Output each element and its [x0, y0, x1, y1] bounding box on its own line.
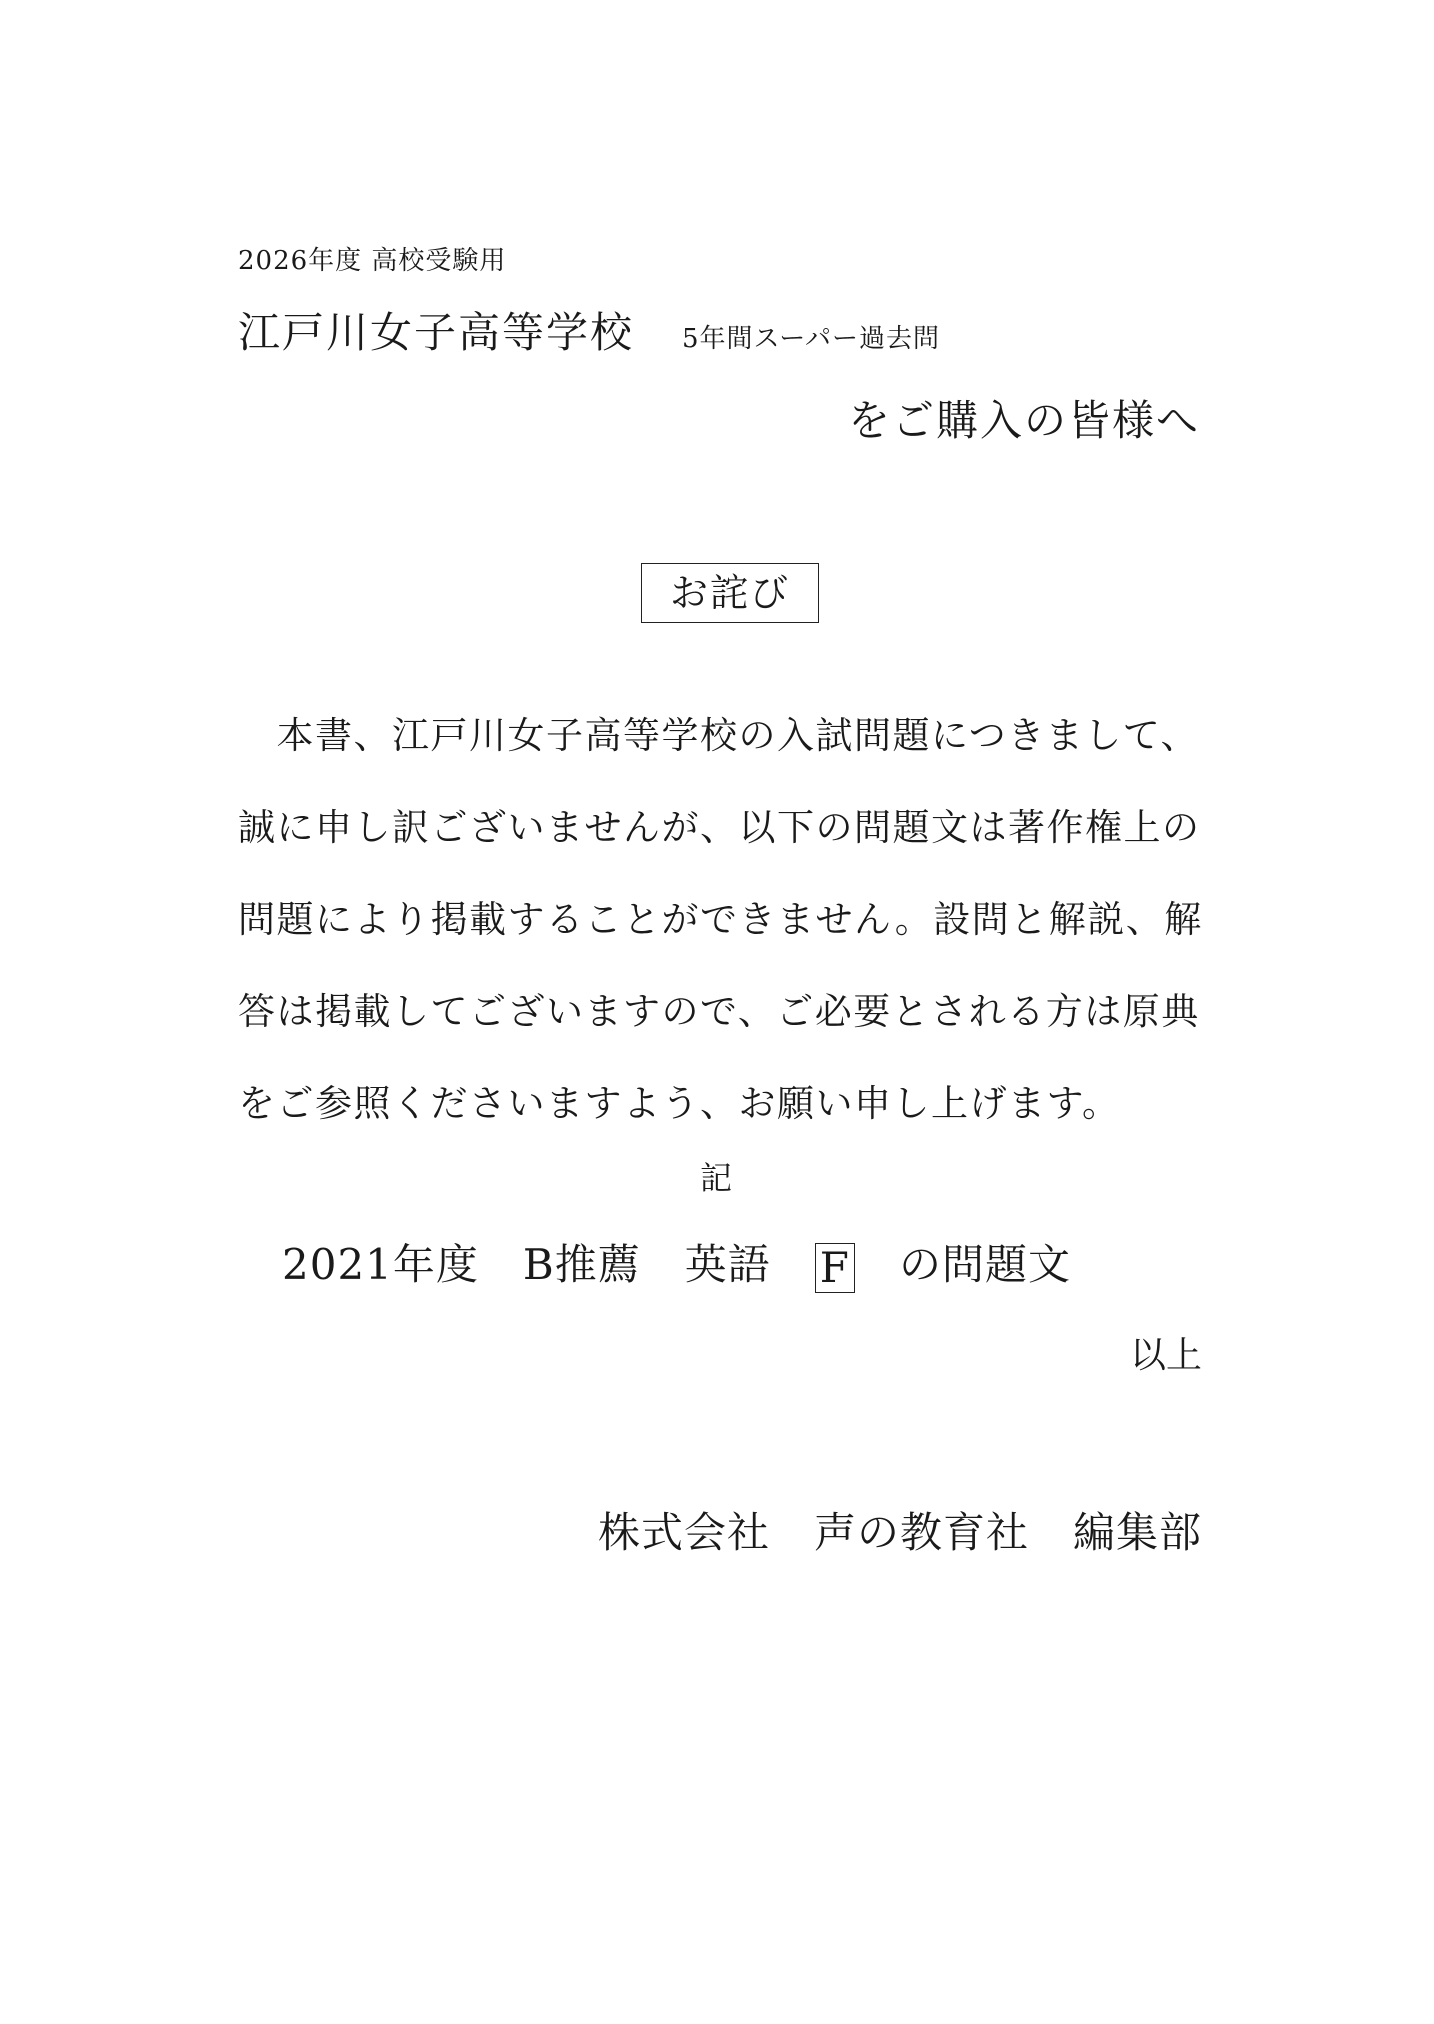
- body-line-5: をご参照くださいますよう、お願い申し上げます。: [238, 1082, 1121, 1125]
- item-suffix: の問題文: [898, 1240, 1071, 1289]
- item-year: 2021年度: [282, 1240, 479, 1289]
- apology-title-box: お詫び: [641, 563, 819, 623]
- series-name: 5年間スーパー過去問: [682, 324, 940, 354]
- publisher-company: 株式会社: [597, 1508, 770, 1557]
- body-line-4: 答は掲載してございますので、ご必要とされる方は原典: [238, 990, 1200, 1033]
- omitted-item-line: [282, 1232, 1071, 1293]
- body-line-1: 本書、江戸川女子高等学校の入試問題につきまして、: [238, 714, 1200, 757]
- item-section-box: F: [815, 1243, 855, 1293]
- publisher-line: [598, 1500, 1202, 1560]
- apology-body: [238, 690, 1206, 1150]
- publisher-department: 編集部: [1072, 1508, 1202, 1557]
- body-line-3: 問題により掲載することができません。設問と解説、解: [238, 898, 1203, 941]
- publisher-name: 声の教育社: [813, 1508, 1029, 1557]
- body-line-2: 誠に申し訳ございませんが、以下の問題文は著作権上の: [238, 806, 1201, 849]
- addressee-line: をご購入の皆様へ: [847, 396, 1200, 445]
- item-subject: 英語: [684, 1240, 771, 1289]
- item-exam: B推薦: [522, 1240, 641, 1289]
- edition-year-line: 2026年度 高校受験用: [238, 246, 507, 276]
- record-label: 記: [700, 1159, 733, 1197]
- school-name: 江戸川女子高等学校: [238, 308, 635, 357]
- book-title-line: [238, 300, 940, 360]
- closing-mark: 以上: [1129, 1335, 1202, 1376]
